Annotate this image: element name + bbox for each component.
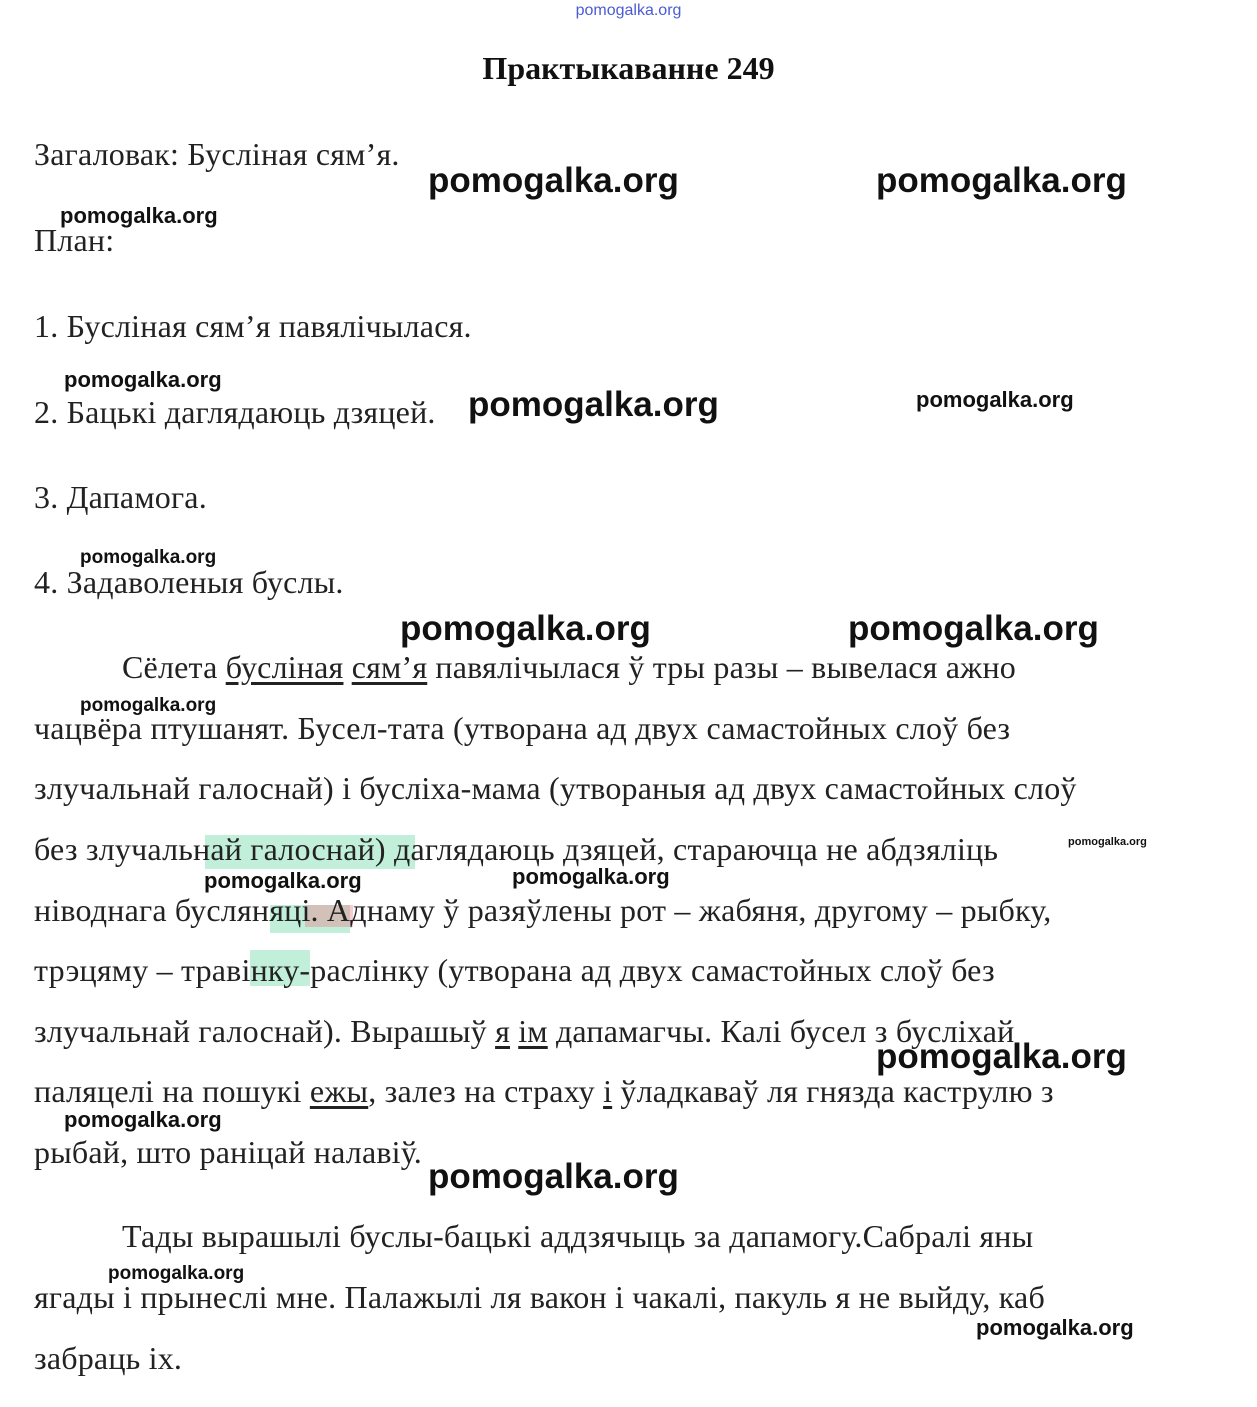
watermark: pomogalka.org [876, 161, 1127, 200]
watermark: pomogalka.org [1068, 836, 1147, 848]
watermark: pomogalka.org [916, 387, 1074, 412]
paragraph1-line: чацвёра птушанят. Бусел-тата (утворана ад двух самастойных слоў без [34, 710, 1011, 746]
paragraph1-line: злучальнай галоснай). Вырашыў я ім дапамагчы. Калі бусел з бусліхай [34, 1013, 1015, 1049]
watermark: pomogalka.org [428, 1157, 679, 1196]
watermark: pomogalka.org [876, 1037, 1127, 1076]
watermark: pomogalka.org [60, 203, 218, 228]
underlined-word: ежы [309, 1073, 369, 1109]
heading-line: Загаловак: Бусліная сям’я. [34, 136, 400, 172]
watermark: pomogalka.org [108, 1263, 245, 1284]
paragraph2-line: Тады вырашылі буслы-бацькі аддзячыць за дапамогу.Сабралі яны [122, 1218, 1034, 1254]
paragraph1-line: рыбай, што раніцай налавіў. [34, 1134, 422, 1170]
underlined-word: ім [518, 1013, 548, 1049]
paragraph2-line: забраць іх. [34, 1340, 183, 1376]
plan-item-4: 4. Задаволеныя буслы. [34, 564, 344, 600]
site-link[interactable]: pomogalka.org [575, 2, 682, 19]
plan-item-2: 2. Бацькі даглядаюць дзяцей. [34, 394, 436, 430]
paragraph1-line: Сёлета бусліная сям’я павялічылася ў тры разы – вывелася ажно [122, 649, 1016, 685]
paragraph1-line: злучальнай галоснай) і бусліха-мама (утвораныя ад двух самастойных слоў [34, 770, 1077, 806]
paragraph1-line: ніводнага бусляняці. Аднаму ў разяўлены рот – жабяня, другому – рыбку, [34, 892, 1052, 928]
watermark: pomogalka.org [64, 367, 222, 392]
plan-label: План: [34, 222, 115, 258]
paragraph2-line: ягады і прынеслі мне. Палажылі ля вакон і чакалі, пакуль я не выйду, каб [34, 1279, 1045, 1315]
paragraph1-line: трэцяму – травінку-раслінку (утворана ад двух самастойных слоў без [34, 952, 995, 988]
underlined-word: бусліная [225, 649, 344, 685]
watermark: pomogalka.org [80, 695, 217, 716]
underlined-word: я [495, 1013, 510, 1049]
underlined-word: сям’я [351, 649, 428, 685]
watermark: pomogalka.org [400, 609, 651, 648]
watermark: pomogalka.org [204, 868, 362, 893]
watermark: pomogalka.org [80, 547, 217, 568]
watermark: pomogalka.org [512, 864, 670, 889]
watermark: pomogalka.org [428, 161, 679, 200]
watermark: pomogalka.org [848, 609, 1099, 648]
plan-item-3: 3. Дапамога. [34, 479, 207, 515]
paragraph1-line: без злучальнай галоснай) даглядаюць дзяцей, стараючца не абдзяліць [34, 831, 999, 867]
paragraph1-line: паляцелі на пошукі ежы, залез на страху і ўладкаваў ля гнязда каструлю з [34, 1073, 1054, 1109]
watermark: pomogalka.org [468, 385, 719, 424]
page-title: Практыкаванне 249 [482, 50, 775, 86]
underlined-word: і [603, 1073, 613, 1109]
plan-item-1: 1. Бусліная сям’я павялічылася. [34, 308, 472, 344]
watermark: pomogalka.org [64, 1107, 222, 1132]
watermark: pomogalka.org [976, 1315, 1134, 1340]
